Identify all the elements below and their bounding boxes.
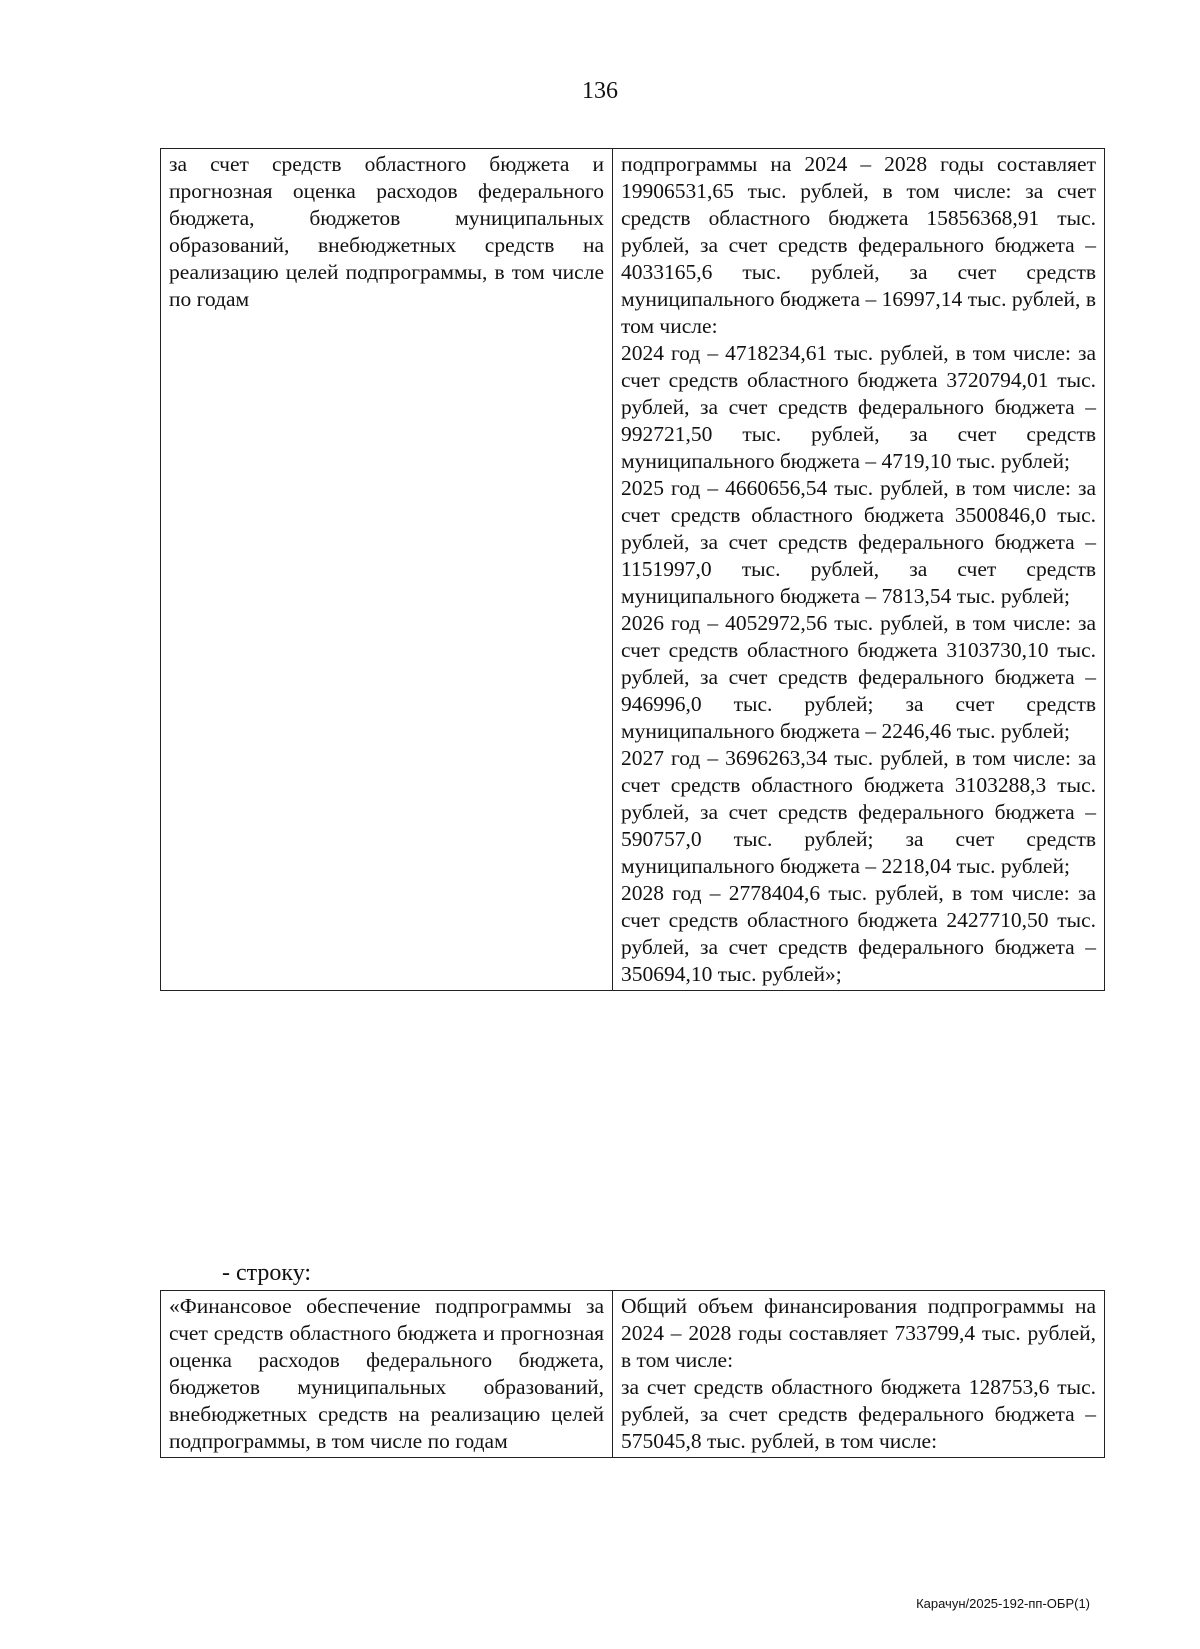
page-number: 136 (582, 78, 618, 104)
funding-table-continued (160, 148, 1105, 991)
funding-paragraph-total: Общий объем финансирования подпрограммы на 2024 – 2028 годы составляет 733799,4 тыс. рублей, в том числе: (621, 1294, 1096, 1372)
row-label: - строку: (222, 1260, 312, 1286)
funding-paragraph-2025: 2025 год – 4660656,54 тыс. рублей, в том числе: за счет средств областного бюджета 3500846,0 тыс. рублей, за счет средств федерального бюджета – 1151997,0 тыс. рублей, за счет средств муниципального бюджета – 7813,54 тыс. рублей; (621, 476, 1096, 608)
table-cell-label: за счет средств областного бюджета и прогнозная оценка расходов федерального бюджета, бюджетов муниципальных образований, внебюджетных средств на реализацию целей подпрограммы, в том числе по годам (161, 149, 613, 991)
funding-paragraph-total: подпрограммы на 2024 – 2028 годы составляет 19906531,65 тыс. рублей, в том числе: за счет средств областного бюджета 15856368,91 тыс. рублей, за счет средств федерального бюджета – 4033165,6 тыс. рублей, за счет средств муниципального бюджета – 16997,14 тыс. рублей, в том числе: (621, 152, 1096, 338)
funding-paragraph-2027: 2027 год – 3696263,34 тыс. рублей, в том числе: за счет средств областного бюджета 3103288,3 тыс. рублей, за счет средств федерального бюджета – 590757,0 тыс. рублей; за счет средств муниципального бюджета – 2218,04 тыс. рублей; (621, 746, 1096, 878)
funding-paragraph-2026: 2026 год – 4052972,56 тыс. рублей, в том числе: за счет средств областного бюджета 3103730,10 тыс. рублей, за счет средств федерального бюджета – 946996,0 тыс. рублей; за счет средств муниципального бюджета – 2246,46 тыс. рублей; (621, 611, 1096, 743)
table-row (161, 149, 1105, 991)
funding-paragraph-sources: за счет средств областного бюджета 128753,6 тыс. рублей, за счет средств федерального бюджета – 575045,8 тыс. рублей, в том числе: (621, 1375, 1096, 1453)
funding-paragraph-2024: 2024 год – 4718234,61 тыс. рублей, в том числе: за счет средств областного бюджета 3720794,01 тыс. рублей, за счет средств федерального бюджета – 992721,50 тыс. рублей, за счет средств муниципального бюджета – 4719,10 тыс. рублей; (621, 341, 1096, 473)
document-footer-code: Карачун/2025-192-пп-ОБР(1) (916, 1596, 1090, 1611)
funding-paragraph-2028: 2028 год – 2778404,6 тыс. рублей, в том числе: за счет средств областного бюджета 2427710,50 тыс. рублей, за счет средств федерального бюджета – 350694,10 тыс. рублей»; (621, 881, 1096, 986)
table-row (161, 1291, 1105, 1458)
funding-table-new-row (160, 1290, 1105, 1458)
table-cell-value (613, 149, 1105, 991)
table-cell-label: «Финансовое обеспечение подпрограммы за счет средств областного бюджета и прогнозная оценка расходов федерального бюджета, бюджетов муниципальных образований, внебюджетных средств на реализацию целей подпрограммы, в том числе по годам (161, 1291, 613, 1458)
table-cell-value (613, 1291, 1105, 1458)
